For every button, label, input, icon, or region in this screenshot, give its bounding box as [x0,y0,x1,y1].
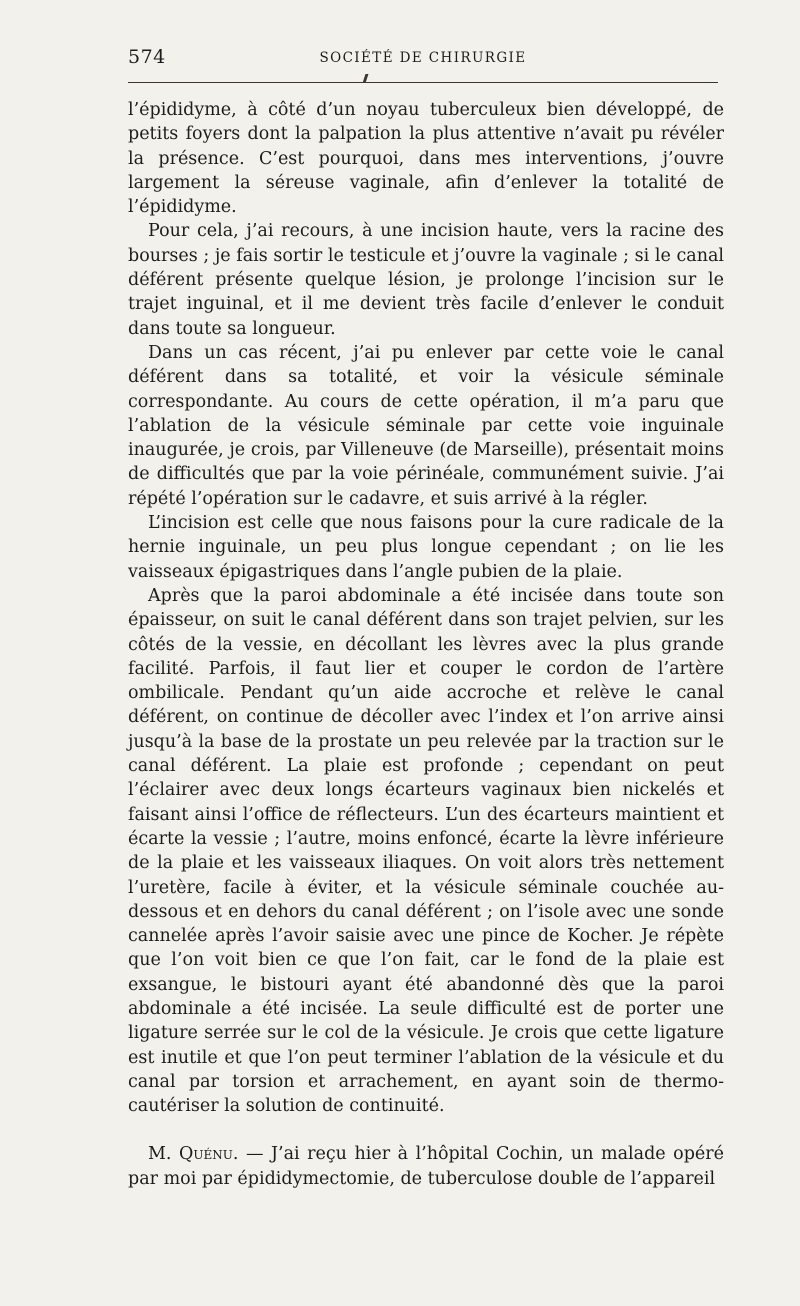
paragraph-quenu [128,1142,724,1191]
speaker-text: — J’ai reçu hier à l’hôpital Cochin, un malade opéré par moi par épididymectomie, de tuberculose double de l’appareil [128,1144,724,1189]
paragraph-2: Pour cela, j’ai recours, à une incision haute, vers la racine des bourses ; je fais sortir le testicule et j’ouvre la vaginale ; si le canal déférent présente quelque lésion, je prolonge l’incision sur le trajet inguinal, et il me devient très facile d’enlever le conduit dans toute sa longueur. [128,221,724,339]
page-header [128,46,718,74]
paragraph-1: l’épididyme, à côté d’un noyau tuberculeux bien développé, de petits foyers dont la palpation la plus attentive n’avait pu révéler la présence. C’est pourquoi, dans mes interventions, j’ouvre largement la séreuse vaginale, afin d’enlever la totalité de l’épididyme. [128,100,724,218]
paragraph-3: Dans un cas récent, j’ai pu enlever par cette voie le canal déférent dans sa totalité, et voir la vésicule séminale correspondante. Au cours de cette opération, il m’a paru que l’ablation de la vésicule séminale par cette voie inguinale inaugurée, je crois, par Villeneuve (de Marseille), présentait moins de difficultés que par la voie périnéale, communément suivie. J’ai répété l’opération sur le cadavre, et suis arrivé à la régler. [128,342,724,509]
running-title: SOCIÉTÉ DE CHIRURGIE [319,50,527,66]
paragraph-4: L’incision est celle que nous faisons pour la cure radicale de la hernie inguinale, un peu plus longue cependant ; on lie les vaisseaux épigastriques dans l’angle pubien de la plaie. [128,513,724,582]
paragraph-5: Après que la paroi abdominale a été incisée dans toute son épaisseur, on suit le canal déférent dans son trajet pelvien, sur les côtés de la vessie, en décollant les lèvres avec la plus grande facilité. Parfois, il faut lier et couper le cordon de l’artère ombilicale. Pendant qu’un aide accroche et relève le canal déférent, on continue de décoller avec l’index et l’on arrive ainsi jusqu’à la base de la prostate un peu relevée par la traction sur le canal déférent. La plaie est profonde ; cependant on peut l’éclairer avec deux longs écarteurs vaginaux bien nickelés et faisant ainsi l’office de réflecteurs. L’un des écarteurs maintient et écarte la vessie ; l’autre, moins enfoncé, écarte la lèvre inférieure de la plaie et les vaisseaux iliaques. On voit alors très nettement l’uretère, facile à éviter, et la vésicule séminale couchée au-dessous et en dehors du canal déférent ; on l’isole avec une sonde cannelée après l’avoir saisie avec une pince de Kocher. Je répète que l’on voit bien ce que l’on fait, car le fond de la plaie est exsangue, le bistouri ayant été abandonné dès que la paroi abdominale a été incisée. La seule difficulté est de porter une ligature serrée sur le col de la vésicule. Je crois que cette ligature est inutile et que l’on peut terminer l’ablation de la vésicule et du canal par torsion et arrachement, en ayant soin de thermo-cautériser la solution de continuité. [128,585,724,1117]
header-rule [128,82,718,83]
speaker-name: M. Quénu. [148,1144,239,1165]
page-number: 574 [128,46,166,68]
body-text [128,98,724,1191]
